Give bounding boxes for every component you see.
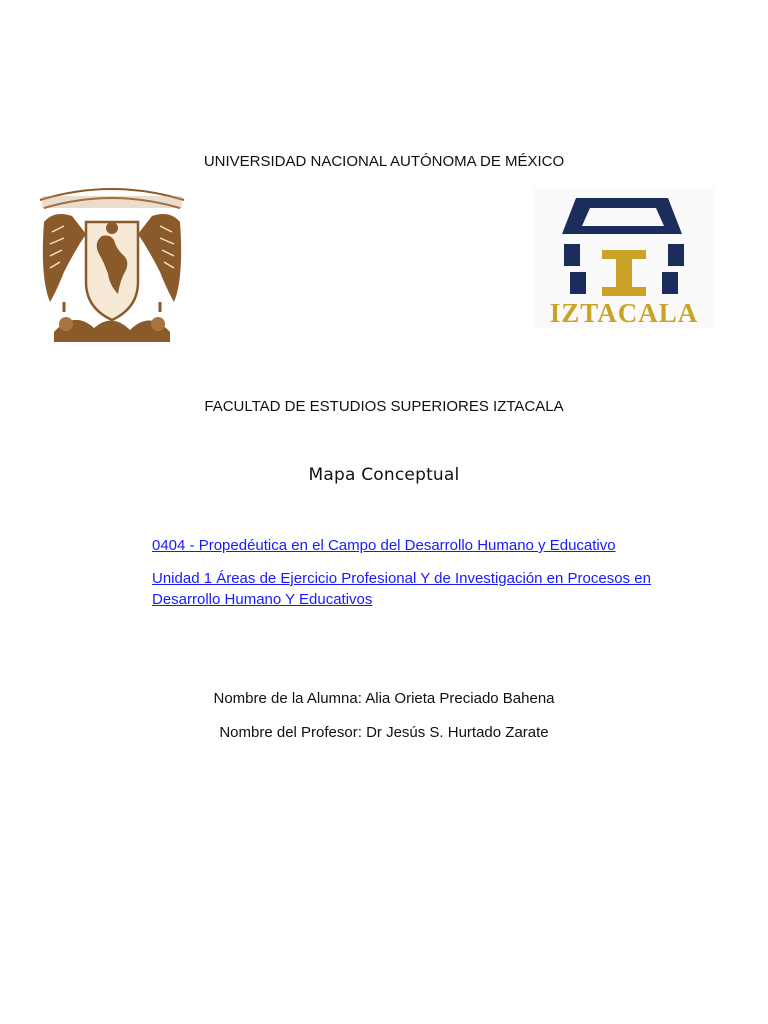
university-name: UNIVERSIDAD NACIONAL AUTÓNOMA DE MÉXICO (203, 153, 565, 170)
unit-link[interactable]: Unidad 1 Áreas de Ejercicio Profesional Y de Investigación en Procesos en Desarrollo Humano Y Educativos (152, 570, 651, 608)
unam-seal-icon (34, 182, 190, 346)
course-link[interactable]: 0404 - Propedéutica en el Campo del Desarrollo Humano y Educativo (152, 537, 616, 554)
svg-text:IZTACALA: IZTACALA (549, 298, 699, 328)
iztacala-logo-icon (534, 188, 714, 328)
student-name: Nombre de la Alumna: Alia Orieta Preciado Bahena (213, 690, 555, 707)
document-title: Mapa Conceptual (308, 465, 460, 485)
faculty-name: FACULTAD DE ESTUDIOS SUPERIORES IZTACALA (204, 398, 564, 415)
professor-name: Nombre del Profesor: Dr Jesús S. Hurtado Zarate (219, 724, 549, 741)
